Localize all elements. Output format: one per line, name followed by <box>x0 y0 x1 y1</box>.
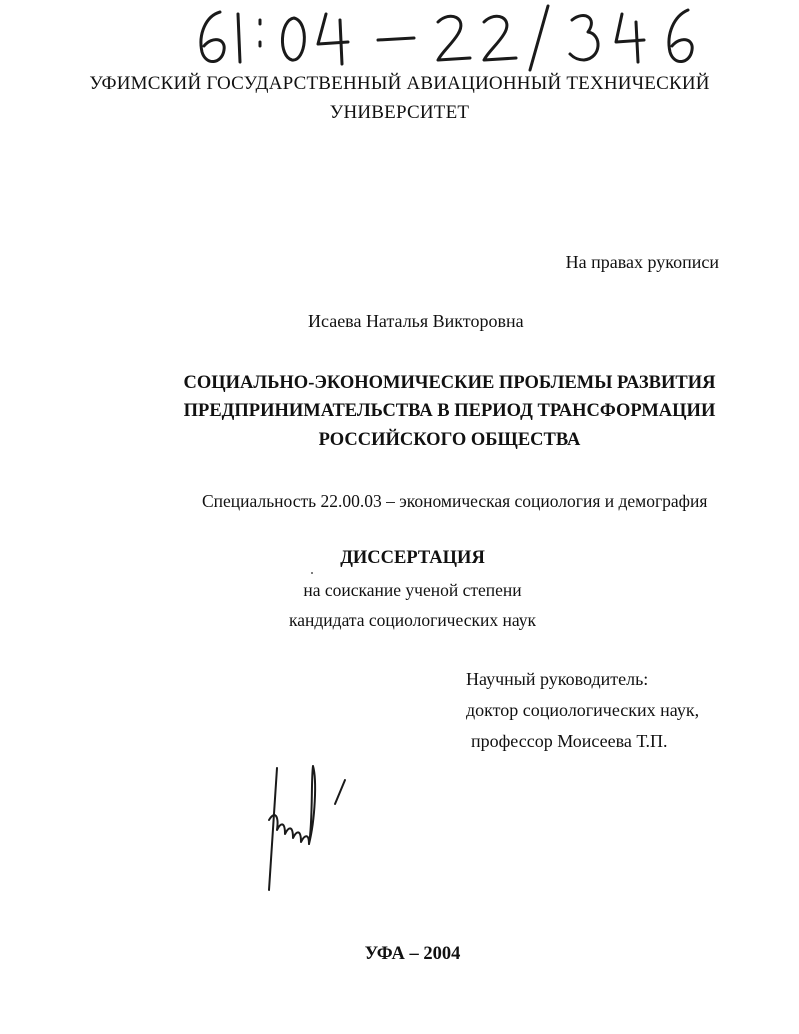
handwritten-archive-code <box>188 0 708 72</box>
city-year: УФА – 2004 <box>364 944 461 964</box>
supervisor-name: профессор Моисеева Т.П. <box>471 731 668 751</box>
thesis-title-line3: РОССИЙСКОГО ОБЩЕСТВА <box>318 430 581 450</box>
work-type-heading: ДИССЕРТАЦИЯ <box>340 548 485 568</box>
university-name-line2: УНИВЕРСИТЕТ <box>329 102 470 123</box>
scan-speck <box>311 572 313 574</box>
supervisor-degree: доктор социологических наук, <box>466 700 700 720</box>
thesis-title-line2: ПРЕДПРИНИМАТЕЛЬСТВА В ПЕРИОД ТРАНСФОРМАЦИИ <box>183 401 716 421</box>
thesis-title-line1: СОЦИАЛЬНО-ЭКОНОМИЧЕСКИЕ ПРОБЛЕМЫ РАЗВИТИЯ <box>183 373 716 393</box>
manuscript-note: На правах рукописи <box>565 252 719 272</box>
university-name-line1: УФИМСКИЙ ГОСУДАРСТВЕННЫЙ АВИАЦИОННЫЙ ТЕХНИЧЕСКИЙ <box>89 73 710 94</box>
degree-line1: на соискание ученой степени <box>303 580 522 600</box>
supervisor-label: Научный руководитель: <box>466 669 649 689</box>
specialty-line: Специальность 22.00.03 – экономическая социология и демография <box>202 491 708 511</box>
degree-line2: кандидата социологических наук <box>289 610 536 630</box>
author-name: Исаева Наталья Викторовна <box>308 311 524 331</box>
signature <box>255 760 355 900</box>
